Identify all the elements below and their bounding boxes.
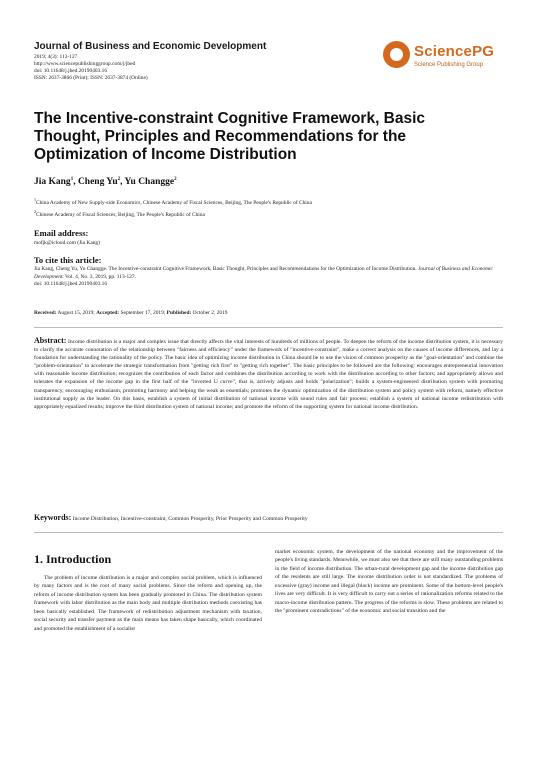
- published-label: Published:: [166, 310, 192, 316]
- journal-doi[interactable]: doi: 10.11648/j.jbed.20190403.16: [34, 68, 108, 74]
- keywords: [34, 513, 503, 522]
- author-name: Yu Changge: [124, 177, 175, 188]
- affiliation-1: [34, 197, 312, 206]
- article-title: The Incentive-constraint Cognitive Framework, Basic Thought, Principles and Recommendations for the Optimization of Income Distribution: [34, 110, 426, 163]
- cite-heading: To cite this article:: [34, 255, 102, 265]
- section-heading-introduction: 1. Introduction: [34, 552, 112, 566]
- abstract: [34, 337, 503, 411]
- accepted-date: September 17, 2019;: [119, 310, 167, 316]
- author-list: Jia Kang$^1$, Cheng Yu$^2$, Yu Changge$^2$: [34, 177, 177, 188]
- affiliation-text: China Academy of New Supply-side Economics, Chinese Academy of Fiscal Sciences, Beijing, The People's Republic of China: [36, 199, 312, 206]
- citation-body: Jia Kang, Cheng Yu, Yu Changge. The Incentive-constraint Cognitive Framework, Basic Thought, Principles and Recommendations for the Optimization of Income Distribution.: [34, 266, 419, 272]
- affiliation-text: Chinese Academy of Fiscal Sciences, Beijing, The People's Republic of China: [36, 211, 205, 218]
- publisher-logo-icon: [383, 41, 410, 68]
- journal-name: Journal of Business and Economic Development: [34, 41, 267, 52]
- affiliation-2: [34, 209, 205, 218]
- publisher-logo: [381, 37, 503, 81]
- citation-journal: Journal of Business and Economic Development.: [34, 266, 493, 280]
- article-dates: [34, 310, 227, 316]
- journal-issn: ISSN: 2637-3866 (Print); ISSN: 2637-3874 (Online): [34, 75, 148, 81]
- received-label: Received:: [34, 310, 57, 316]
- published-date: October 2, 2019: [191, 310, 228, 316]
- author-affil-mark: 1: [70, 177, 74, 182]
- keywords-label: Keywords:: [34, 513, 72, 522]
- accepted-label: Accepted:: [96, 310, 120, 316]
- email-heading: Email address:: [34, 228, 89, 238]
- author-affil-mark: 2: [174, 177, 177, 182]
- introduction-right-column: market economic system, the development of the national economy and the improvement of the people's living standards. Meanwhile, we must also see that there are still many outstanding problems in the field of income distribution. The urban-rural development gap and the income distribution gap of the residents are still large. The income distribution order is not standardized. The problems of excessive (gray) income and illegal (black) income are prominent. Some of the bottom-level people's lives are very difficult. It is very difficult to carry out a series of rationalization reforms related to the macro-income distribution pattern. The progress of the reforms is slow. These problems are related to the "prominent contradictions" of the economic and social transition and the: [275, 549, 503, 615]
- received-date: August 15, 2019;: [56, 310, 97, 316]
- abstract-label: Abstract:: [34, 336, 67, 345]
- author-name: Cheng Yu: [77, 177, 118, 188]
- journal-meta: [34, 54, 148, 82]
- publisher-logo-name: SciencePG: [414, 43, 495, 60]
- citation-doi[interactable]: doi: 10.11648/j.jbed.20190403.16: [34, 281, 108, 287]
- author-affil-mark: 2: [117, 177, 121, 182]
- divider-bottom: [34, 532, 503, 533]
- author-name: Jia Kang: [34, 177, 71, 188]
- publisher-logo-subtitle: Science Publishing Group: [414, 62, 484, 68]
- affiliation-mark: 1: [34, 197, 36, 202]
- journal-issue: 2019; 4(3): 113-127: [34, 54, 78, 60]
- abstract-text: Income distribution is a major and complex issue that directly affects the vital interests of hundreds of millions of people. To deepen the reform of the income distribution system, it is necessary to clarify the accurate connotation of the relationship between "fairness and efficiency" under the framework of "incentive-constraint", make a correct analysis on the causes of income differences, and lay a foundation for understanding the rationality of the policy. The basic idea of optimizing income distribution in China should be to use the vision of common prosperity as the "goal-orientation" and combine the "problem-orientation" to accelerate the strategic transformation from "getting rich first" to "getting rich together". The basic principles to be followed are the following: encourages entrepreneurial innovation with reasonable income distribution; recognizes the contribution of each factor and combines the distribution according to work with the distribution according to other factors; and appropriately allows and tolerates the expansion of the income gap in the first half of the "inverted U curve", that is, actively adjusts and holds "polarization"; builds a system-engineered distribution system with promoting transparency, encouraging enthusiasm, promoting harmony and helping the weak as essentials; promotes the dynamic optimization of the distribution system and policy system with reform, namely effective institutional supply as the leader. On this basis, establish a system of initial distribution of national income with sound rules and fair process; establish a system of national income redistribution with appropriately equalized results; improve the third distribution system of national income; and promote the reform of the supporting system for national income distribution.: [34, 339, 503, 410]
- keywords-text: Income Distribution, Incentive-constraint, Common Prosperity, Prior Prosperity and Common Prosperity: [72, 516, 308, 522]
- journal-url[interactable]: http://www.sciencepublishinggroup.com/j/jbed: [34, 61, 136, 67]
- citation-text: [34, 266, 503, 289]
- introduction-left-column: The problem of income distribution is a major and complex social problem, which is influenced by many factors and is the root of many social problems. Since the reform and opening up, the reform of income distribution system has been gradually promoted in China. The distribution system framework with labor distribution as the main body and multiple distribution methods coexisting has been basically established. The framework of redistribution adjustment mechanism with taxation, social security and transfer payment as the main means has taken shape basically, which coordinated and promoted the establishment of a socialist: [34, 575, 262, 632]
- affiliation-mark: 2: [34, 209, 36, 214]
- divider-top: [34, 327, 503, 328]
- email-value[interactable]: mofjk@icloud.com (Jia Kang): [34, 240, 100, 246]
- citation-volume: Vol. 4, No. 3, 2019, pp. 113-127.: [63, 273, 136, 280]
